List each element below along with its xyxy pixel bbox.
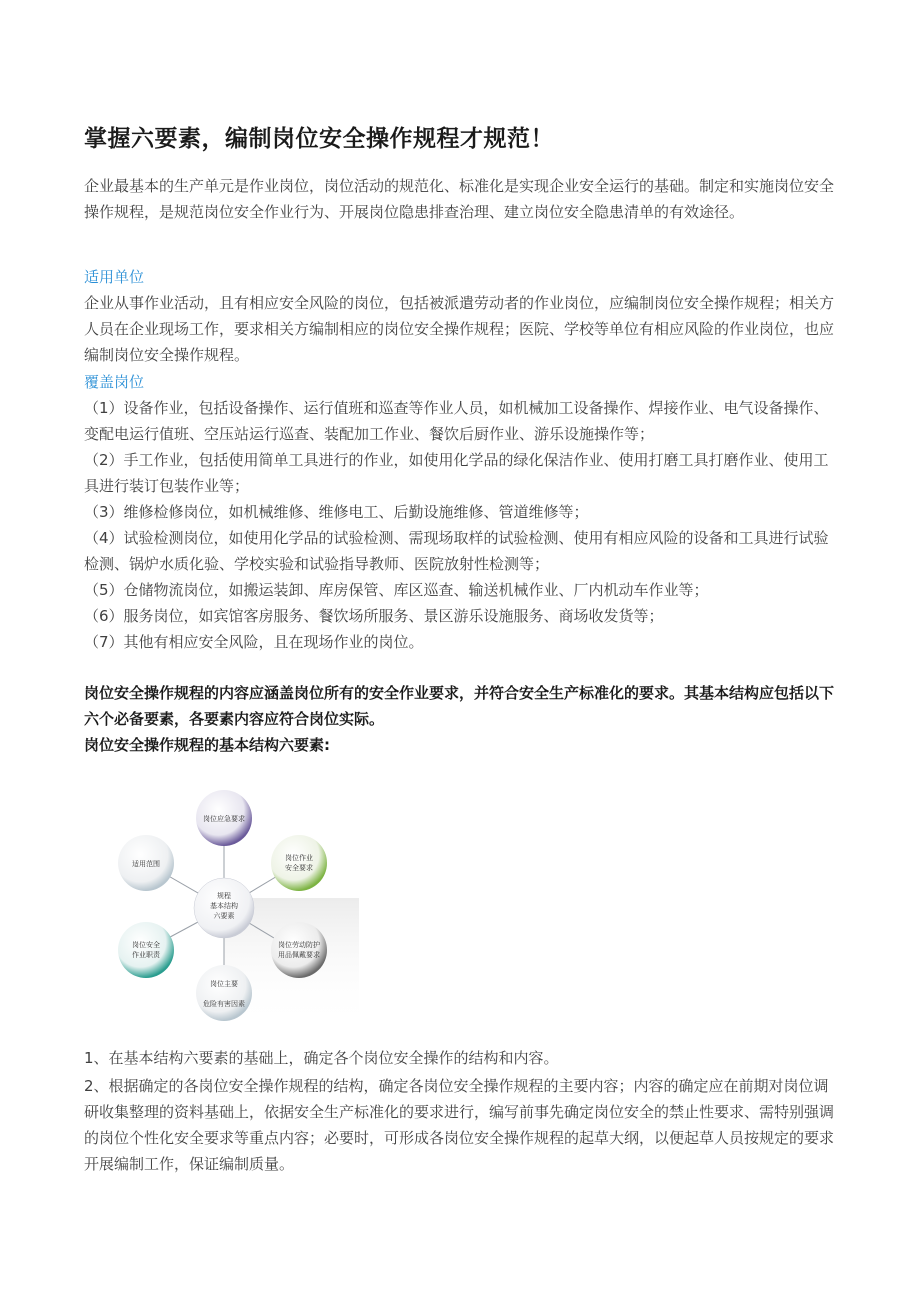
list-item: （6）服务岗位，如宾馆客房服务、餐饮场所服务、景区游乐设施服务、商场收发货等；	[84, 607, 664, 625]
diagram-node-bottom-left	[118, 922, 174, 978]
center-label-2: 基本结构	[210, 902, 238, 910]
bottom-right-label-1: 岗位劳动防护	[278, 941, 320, 949]
cover-list	[84, 395, 840, 655]
intro-paragraph: 企业最基本的生产单元是作业岗位，岗位活动的规范化、标准化是实现企业安全运行的基础。制定和实施岗位安全操作规程，是规范岗位安全作业行为、开展岗位隐患排查治理、建立岗位安全隐患清单的有效途径。	[84, 177, 835, 221]
top-right-label-2: 安全要求	[285, 864, 313, 872]
apply-paragraph: 企业从事作业活动，且有相应安全风险的岗位，包括被派遣劳动者的作业岗位，应编制岗位安全操作规程；相关方人员在企业现场工作，要求相关方编制相应的岗位安全操作规程；医院、学校等单位有相应风险的作业岗位，也应编制岗位安全操作规程。	[84, 294, 835, 364]
bottom-left-label-2: 作业职责	[132, 951, 160, 959]
steps-list	[84, 1045, 840, 1177]
diagram-node-bottom	[196, 965, 252, 1021]
bold-paragraph-six-elements: 岗位安全操作规程的基本结构六要素:	[84, 736, 331, 754]
list-item: 1、在基本结构六要素的基础上，确定各个岗位安全操作的结构和内容。	[84, 1049, 559, 1067]
top-label: 岗位应急要求	[203, 815, 245, 823]
list-item: （5）仓储物流岗位，如搬运装卸、库房保管、库区巡查、输送机械作业、厂内机动车作业等；	[84, 581, 709, 599]
bottom-right-label-2: 用品佩戴要求	[278, 951, 320, 959]
section-heading-apply: 适用单位	[84, 268, 145, 286]
page-title: 掌握六要素，编制岗位安全操作规程才规范！	[84, 126, 554, 152]
top-right-label-1: 岗位作业	[285, 854, 313, 862]
bottom-label-1: 岗位主要	[210, 980, 238, 988]
diagram-node-top-left	[118, 835, 174, 891]
diagram-node-center	[194, 878, 254, 938]
section-heading-cover: 覆盖岗位	[84, 373, 145, 391]
diagram-node-bottom-right	[271, 922, 327, 978]
list-item: （2）手工作业，包括使用简单工具进行的作业，如使用化学品的绿化保洁作业、使用打磨工具打磨作业、使用工具进行装订包装作业等；	[84, 451, 829, 495]
list-item: （7）其他有相应安全风险，且在现场作业的岗位。	[84, 633, 424, 651]
center-label-3: 六要素	[213, 912, 235, 920]
list-item: （1）设备作业，包括设备操作、运行值班和巡查等作业人员，如机械加工设备操作、焊接作业、电气设备操作、变配电运行值班、空压站运行巡查、装配加工作业、餐饮后厨作业、游乐设施操作等；	[84, 399, 829, 443]
list-item: （4）试验检测岗位，如使用化学品的试验检测、需现场取样的试验检测、使用有相应风险的设备和工具进行试验检测、锅炉水质化验、学校实验和试验指导教师、医院放射性检测等；	[84, 529, 829, 573]
six-elements-diagram	[94, 778, 394, 1038]
list-item: 2、根据确定的各岗位安全操作规程的结构，确定各岗位安全操作规程的主要内容；内容的确定应在前期对岗位调研收集整理的资料基础上，依据安全生产标准化的要求进行，编写前事先确定岗位安全的禁止性要求、需特别强调的岗位个性化安全要求等重点内容；必要时，可形成各岗位安全操作规程的起草大纲，以便起草人员按规定的要求开展编制工作，保证编制质量。	[84, 1077, 835, 1173]
bottom-left-label-1: 岗位安全	[132, 941, 160, 949]
top-left-label: 适用范围	[132, 860, 160, 868]
diagram-node-top-right	[271, 835, 327, 891]
diagram-node-top	[196, 790, 252, 846]
list-item: （3）维修检修岗位，如机械维修、维修电工、后勤设施维修、管道维修等；	[84, 503, 589, 521]
bold-paragraph-requirements: 岗位安全操作规程的内容应涵盖岗位所有的安全作业要求，并符合安全生产标准化的要求。其基本结构应包括以下六个必备要素，各要素内容应符合岗位实际。	[84, 684, 835, 728]
center-label-1: 规程	[217, 892, 231, 900]
bottom-label-2: 危险有害因素	[203, 1000, 245, 1008]
